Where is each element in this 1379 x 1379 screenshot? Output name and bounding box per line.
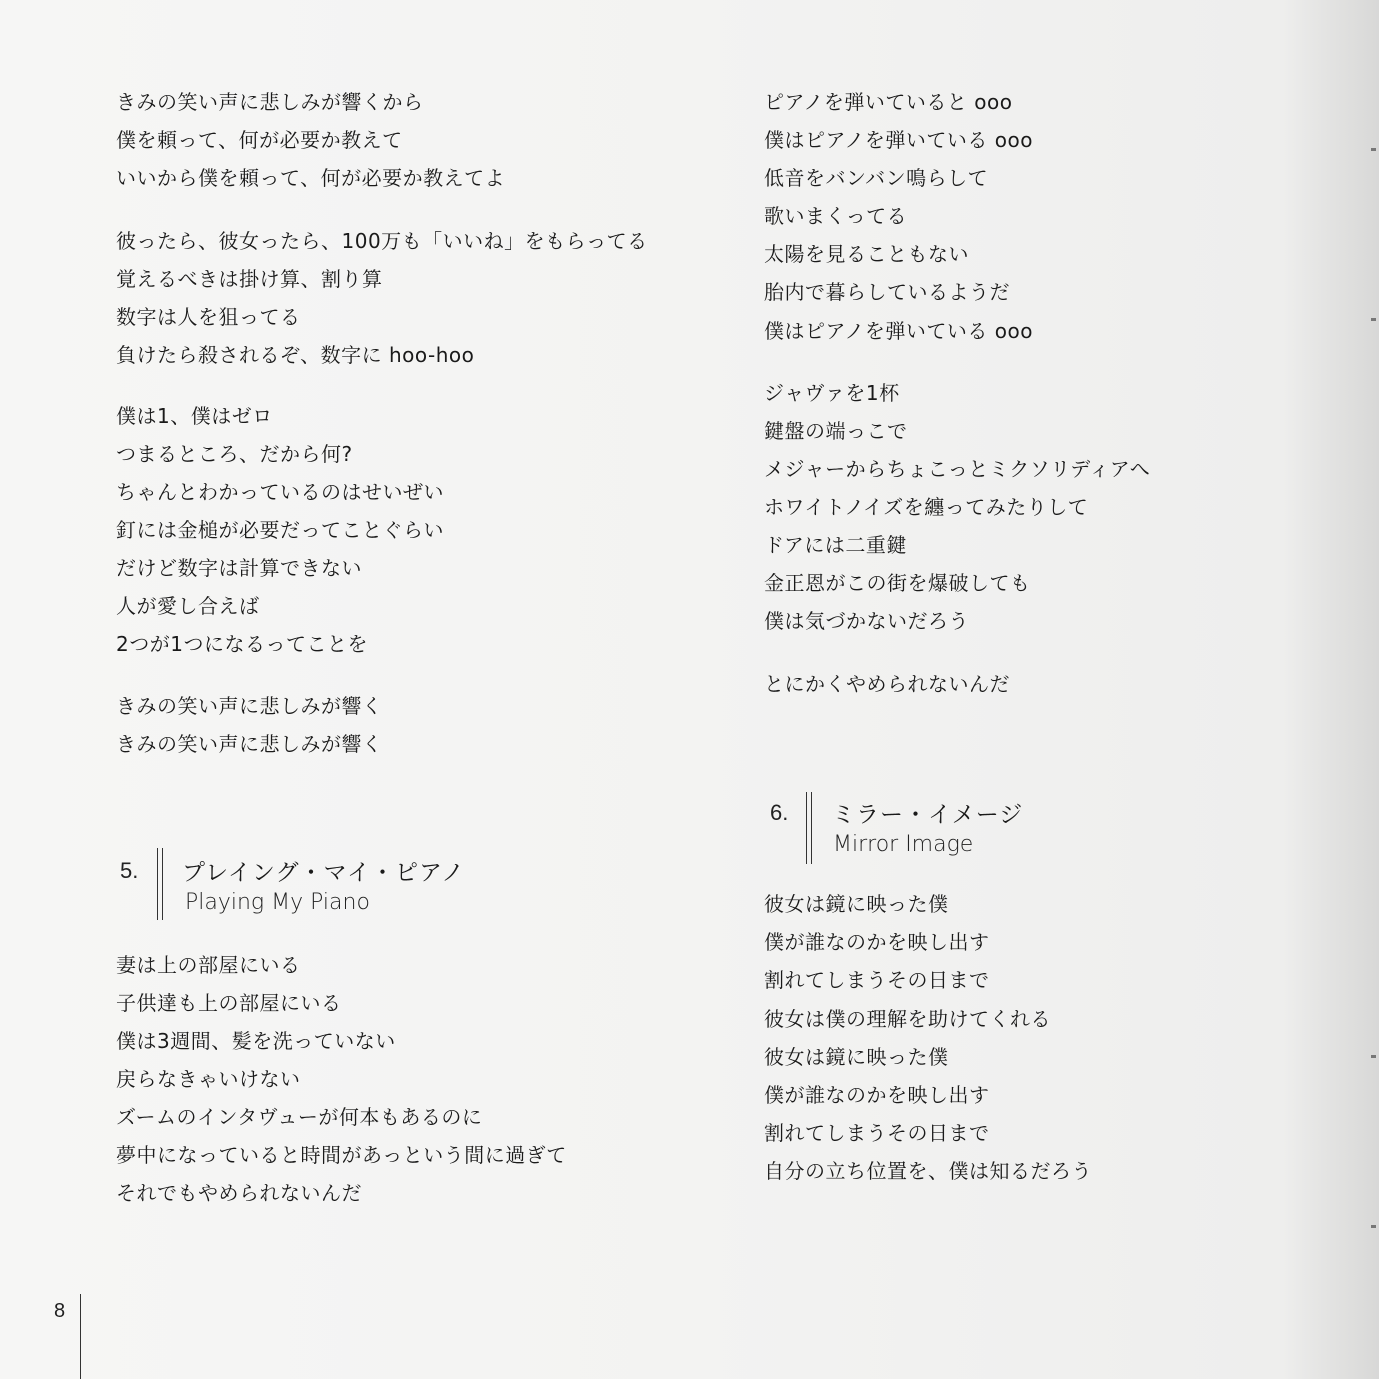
lyric-line: 彼女は僕の理解を助けてくれる <box>764 1007 1051 1031</box>
lyric-line: 覚えるべきは掛け算、割り算 <box>116 267 383 291</box>
song-title-en: Mirror Image <box>833 832 974 857</box>
edge-mark <box>1371 318 1376 321</box>
lyric-line: ホワイトノイズを纏ってみたりして <box>764 495 1089 519</box>
lyric-line: 低音をバンバン鳴らして <box>764 166 989 190</box>
lyric-line: 歌いまくってる <box>764 204 908 228</box>
lyric-line: それでもやめられないんだ <box>116 1181 362 1205</box>
lyric-line: 夢中になっていると時間があっという間に過ぎて <box>116 1143 567 1167</box>
lyric-line: ピアノを弾いていると ooo <box>764 90 1013 114</box>
lyric-line: 僕はピアノを弾いている ooo <box>764 319 1033 343</box>
edge-mark <box>1371 1055 1376 1058</box>
lyric-line: 自分の立ち位置を、僕は知るだろう <box>764 1159 1092 1183</box>
lyric-line: 釘には金槌が必要だってことぐらい <box>116 518 444 542</box>
song-divider <box>157 848 163 920</box>
lyric-line: いいから僕を頼って、何が必要か教えてよ <box>116 166 506 190</box>
lyric-line: 彼ったら、彼女ったら、100万も「いいね」をもらってる <box>116 229 648 253</box>
lyric-line: 2つが1つになるってことを <box>116 632 368 656</box>
song-number: 5. <box>120 858 139 883</box>
song-title-ja: ミラー・イメージ <box>832 802 1024 828</box>
lyric-line: ドアには二重鍵 <box>764 533 907 557</box>
lyric-line: きみの笑い声に悲しみが響く <box>116 732 383 756</box>
lyric-line: 胎内で暮らしているようだ <box>764 280 1010 304</box>
lyric-line: 僕は1、僕はゼロ <box>116 404 273 428</box>
lyric-line: 割れてしまうその日まで <box>764 1121 990 1145</box>
lyric-line: つまるところ、だから何? <box>116 442 353 466</box>
lyric-line: 金正恩がこの街を爆破しても <box>764 571 1031 595</box>
page-number-rule <box>80 1294 81 1379</box>
lyric-line: きみの笑い声に悲しみが響くから <box>116 90 424 114</box>
song-title-ja: プレイング・マイ・ピアノ <box>182 860 466 886</box>
edge-mark <box>1371 1225 1376 1228</box>
lyric-line: 彼女は鏡に映った僕 <box>764 1045 949 1069</box>
song-header-6 <box>770 792 1170 872</box>
song-title-en: Playing My Piano <box>185 890 370 915</box>
lyric-line: 妻は上の部屋にいる <box>116 953 301 977</box>
lyric-line: 僕は気づかないだろう <box>764 609 969 633</box>
lyric-line: ちゃんとわかっているのはせいぜい <box>116 480 444 504</box>
lyric-line: 僕はピアノを弾いている ooo <box>764 128 1033 152</box>
lyric-line: 子供達も上の部屋にいる <box>116 991 342 1015</box>
lyric-line: 鍵盤の端っこで <box>764 419 908 443</box>
song-divider <box>806 792 812 864</box>
lyric-line: とにかくやめられないんだ <box>764 672 1010 696</box>
song-number: 6. <box>770 800 789 825</box>
lyric-line: 僕を頼って、何が必要か教えて <box>116 128 403 152</box>
song-header-5 <box>120 848 520 928</box>
lyric-line: ズームのインタヴューが何本もあるのに <box>116 1105 483 1129</box>
lyric-line: 数字は人を狙ってる <box>116 305 301 329</box>
lyric-line: だけど数字は計算できない <box>116 556 362 580</box>
lyric-line: 戻らなきゃいけない <box>116 1067 301 1091</box>
lyric-line: きみの笑い声に悲しみが響く <box>116 694 383 718</box>
lyric-line: メジャーからちょこっとミクソリディアへ <box>764 457 1151 481</box>
lyric-line: 僕が誰なのかを映し出す <box>764 1083 990 1107</box>
lyric-line: 太陽を見ることもない <box>764 242 969 266</box>
page-number: 8 <box>54 1300 66 1322</box>
lyric-line: ジャヴァを1杯 <box>764 381 900 405</box>
lyric-line: 負けたら殺されるぞ、数字に hoo-hoo <box>116 343 475 367</box>
lyric-line: 彼女は鏡に映った僕 <box>764 892 949 916</box>
edge-mark <box>1371 148 1376 151</box>
lyric-line: 僕が誰なのかを映し出す <box>764 930 990 954</box>
lyric-line: 僕は3週間、髪を洗っていない <box>116 1029 396 1053</box>
lyric-line: 割れてしまうその日まで <box>764 968 990 992</box>
lyric-line: 人が愛し合えば <box>116 594 260 618</box>
